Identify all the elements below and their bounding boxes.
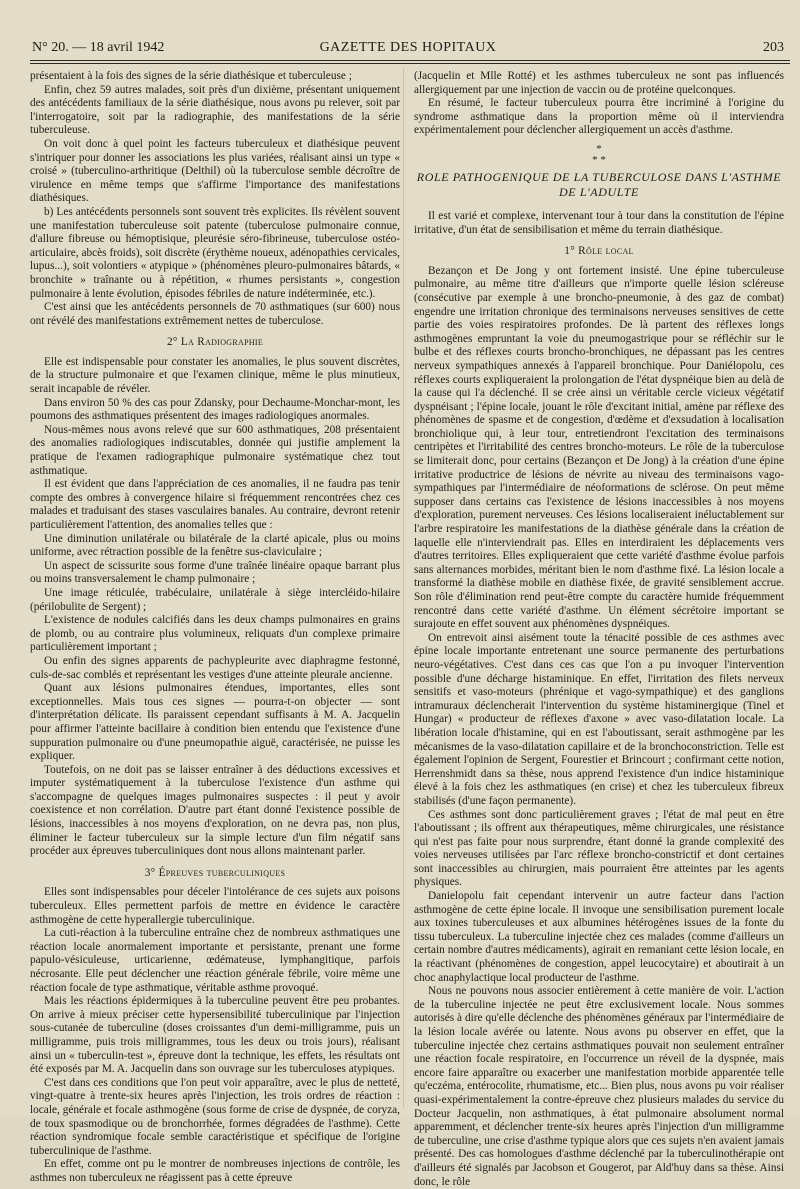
paragraph: Une diminution unilatérale ou bilatérale de la clarté apicale, plus ou moins uniforme, avec rétraction possible de la fenêtre sus-claviculaire ;	[30, 532, 400, 559]
paragraph: Ou enfin des signes apparents de pachypleurite avec diaphragme festonné, culs-de-sac comblés et représentant les vestiges d'une atteinte pleurale ancienne.	[30, 654, 400, 681]
paragraph: présentaient à la fois des signes de la série diathésique et tuberculeuse ;	[30, 70, 352, 82]
paragraph: b) Les antécédents personnels sont souvent très explicites. Ils révèlent souvent une manifestation tuberculeuse soit patente (tuberculose pulmonaire connue, d'allure fibreuse ou hémoptisique, pleurésie séro-fibrineuse, tuberculose ostéo-articulaire, abcès froids), soit discrète (érythème noueux, adénopathies cervicales, lupus...), soit volontiers « atypique » (phénomènes pleuro-pulmonaires bâtards, « bronchite » traînante ou à répétition, « rhumes persistants », congestion pulmonaire à lente évolution, épisodes fébriles de nature indéterminée, etc.).	[30, 205, 400, 300]
section-heading-role-local: 1° Rôle local	[564, 245, 634, 258]
paragraph: Bezançon et De Jong y ont fortement insisté. Une épine tuberculeuse pulmonaire, au même titre d'ailleurs que n'importe quelle lésion scléreuse (consécutive par exemple à une broncho-pneumonie, à des gaz de combat) engendre une irritation chronique des terminaisons nerveuses sensitives de cette partie des voies respiratoires profondes. De là partent des réflexes longs asthmogènes empruntant la voie du pneumogastrique pour se réfléchir sur le bulbe et des réflexes courts broncho-bronchiques, ne dépassant pas les centres nerveux sympathiques annexés à l'appareil bronchique. Pour Daniélopolu, ces réflexes courts expliqueraient la prolongation de l'état dyspnéique bien au delà de la cause qui l'a déclenché. Il se crée ainsi un véritable cercle vicieux végétatif dyspnéisant ; l'épine locale, jouant le rôle d'excitant initial, amène par réflexe des phénomènes de spasme et de congestion, d'œdème et d'exsudation à localisation bronchiolique qui, à leur tour, entretiendront l'excitation des terminaisons centripètes et l'irritabilité des centres broncho-moteurs. Le rôle de la tuberculose se limiterait donc, pour certains (Bezançon et De Jong) à la création d'une épine irritative productrice de lésions de névrite au niveau des terminaisons vago-sympathiques par l'intermédiaire de néoformations de sclérose. On peut même supposer dans certains cas l'existence de lésions inaccessibles à nos moyens d'exploration, purement nerveuses. Ces lésions localiseraient inéluctablement sur l'arbre respiratoire les manifestations de la diathèse générale dans la création de laquelle elle n'interviendrait pas. Elles en interdiraient les déplacements vers d'autres territoires. Elles expliqueraient que cette variété d'asthme évolue parfois sans alternances morbides, méritant bien le nom d'asthme fixé. La lésion locale a transformé la diathèse mobile en diathèse fixée, de gravité sensiblement accrue. Son rôle d'élimination rend peut-être compte du caractère humide fréquemment rencontré dans cette variété d'asthme. Un élément sécrétoire important se surajoute en effet souvent aux phénomènes dyspnéiques.	[414, 264, 784, 631]
header-rule	[30, 60, 790, 61]
paragraph: Il est varié et complexe, intervenant tour à tour dans la constitution de l'épine irritative, d'un état de sensibilisation et même du terrain diathésique.	[414, 209, 784, 236]
paragraph: Danielopolu fait cependant intervenir un autre facteur dans l'action asthmogène de cette épine locale. Il invoque une sensibilisation purement locale aux toxines tuberculeuses et aux albumines hétérogènes issues de la fonte du tissu tuberculeux. La tuberculine injectée chez ces malades (comme d'ailleurs un certain nombre d'autres médicaments), agirait en remaniant cette lésion locale, en la réactivant (phénomènes de congestion, appel leucocytaire) et aboutirait à un choc anaphylactique local producteur de l'asthme.	[414, 890, 784, 984]
left-column	[30, 70, 400, 1184]
right-column	[414, 70, 784, 1188]
article-title: ROLE PATHOGENIQUE DE LA TUBERCULOSE DANS L'ASTHME DE L'ADULTE	[416, 169, 782, 199]
paragraph: Elles sont indispensables pour déceler l'intolérance de ces sujets aux poisons tuberculeux. Elles permettent parfois de mettre en évidence le caractère asthmogène de cette hyperallergie tuberculinique.	[30, 886, 400, 926]
issue-number: N° 20. — 18 avril 1942	[32, 40, 165, 55]
page-header	[28, 40, 788, 60]
header-rule-double	[30, 63, 790, 64]
paragraph: Ces asthmes sont donc particulièrement graves ; l'état de mal peut en être l'aboutissant ; ils offrent aux thérapeutiques, même chirurgicales, une résistance qui n'est pas faite pour nous surprendre, étant donné la grande complexité des voies nerveuses utilisées par l'arc réflexe broncho-constrictif et dont certaines sont inaccessibles au chirurgien, mais pourraient être atteintes par les agents physiques.	[414, 808, 784, 889]
paragraph: Nous-mêmes nous avons relevé que sur 600 asthmatiques, 208 présentaient des anomalies radiologiques indiscutables, donnée qui justifie amplement la pratique de l'examen radiographique pulmonaire systématique chez tout asthmatique.	[30, 423, 400, 477]
journal-title: GAZETTE DES HOPITAUX	[319, 40, 497, 55]
paragraph: C'est ainsi que les antécédents personnels de 70 asthmatiques (sur 600) nous ont révélé des manifestations extrêmement nettes de tuberculose.	[30, 301, 400, 327]
section-heading-epreuves: 3° Épreuves tuberculiniques	[144, 866, 286, 879]
paragraph: Enfin, chez 59 autres malades, soit près d'un dixième, présentant uniquement des antécédents familiaux de la série diathésique, nous avons pu relever, soit par l'interrogatoire, soit par la radiographie, des manifestations de la série tuberculeuse.	[30, 83, 400, 137]
paragraph: C'est dans ces conditions que l'on peut voir apparaître, avec le plus de netteté, vingt-quatre à trente-six heures après l'injection, les trois ordres de réaction : locale, générale et focale asthmogène (sous forme de crise de dyspnée, de coryza, de toux spasmodique ou de bronchorrhée, formes dégradées de l'asthme). Cette réaction syndromique focale semble caractéristique et spécifique de l'origine tuberculinique de l'asthme.	[30, 1076, 400, 1157]
paragraph: Quant aux lésions pulmonaires étendues, importantes, elles sont exceptionnelles. Mais tous ces signes — pourra-t-on objecter — sont d'interprétation délicate. Ils paraissent cependant suffisants à M. A. Jacquelin pour affirmer l'atteinte bacillaire à condition bien entendu que l'existence d'une suppuration pulmonaire ou d'une pneumopathie aiguë, caractérisée, ne puisse les expliquer.	[30, 682, 400, 763]
paragraph: L'existence de nodules calcifiés dans les deux champs pulmonaires en grains de plomb, ou au contraire plus volumineux, reliquats d'un complexe primaire particulièrement important ;	[30, 614, 400, 654]
paragraph: Une image réticulée, trabéculaire, unilatérale à siège intercléido-hilaire (périlobulite de Sergent) ;	[30, 586, 400, 613]
paragraph: La cuti-réaction à la tuberculine entraîne chez de nombreux asthmatiques une réaction locale anormalement importante et persistante, prenant une forme papulo-vésiculeuse, urticarienne, œdémateuse, lymphangitique, parfois nécrosante. Elle peut déclencher une réaction générale fébrile, voire même une réaction focale de type asthmatique, véritable asthme provoqué.	[30, 927, 400, 994]
paragraph: En effet, comme ont pu le montrer de nombreuses injections de contrôle, les asthmes non tuberculeux ne réagissent pas à cette épreuve	[30, 1158, 400, 1184]
paragraph: Mais les réactions épidermiques à la tuberculine peuvent être peu probantes. On arrive à mieux préciser cette hypersensibilité tuberculinique par l'injection sous-cutanée de tuberculine (doses croissantes d'un demi-milligramme, puis un milligramme, puis trois milligrammes, tous les deux ou trois jours), réalisant ainsi un « tuberculin-test », épreuve dont la technique, les effets, les résultats ont été exposés par M. A. Jacquelin dans son ouvrage sur les tuberculoses atypiques.	[30, 995, 400, 1076]
paragraph: Un aspect de scissurite sous forme d'une traînée linéaire opaque barrant plus ou moins transversalement le champ pulmonaire ;	[30, 559, 400, 586]
paragraph: Dans environ 50 % des cas pour Zdansky, pour Dechaume-Monchar-mont, les poumons des asthmatiques présentent des images radiologiques anormales.	[30, 396, 400, 423]
paragraph: En résumé, le facteur tuberculeux pourra être incriminé à l'origine du syndrome asthmatique dans la proportion même où il interviendra expérimentalement pour déclencher allergiquement un accès d'asthme.	[414, 97, 784, 137]
section-separator-stars: * * *	[592, 142, 606, 166]
page-number: 203	[763, 40, 784, 55]
paragraph: On entrevoit ainsi aisément toute la ténacité possible de ces asthmes avec épine locale importante entretenant une source permanente des perturbations neuro-végétatives. C'est dans ces cas que l'on a pu invoquer l'intervention possible d'une décharge histaminique. En effet, l'irritation des filets nerveux sensitifs et vaso-moteurs (phrénique et vago-sympathique) et des ganglions intramuraux déclencherait l'intervention du système histaminergique (Tinel et Hungar) « producteur de réflexes d'axone » avec vaso-dilatation locale. La libération locale d'histamine, qui en est l'aboutissant, serait asthmogène par les mécanismes de la vaso-dilatation capillaire et de la bronchoconstriction. Telle est également l'opinion de Sergent, Fourestier et Brincourt ; confirmant cette notion, Herrenshmidt dans sa thèse, nous apprend l'existence d'un indice histaminique élevé à la fois chez les asthmatiques (en crise) et chez les tuberculeux fibreux stabilisés (d'une façon permanente).	[414, 631, 784, 807]
paragraph: (Jacquelin et Mlle Rotté) et les asthmes tuberculeux ne sont pas influencés allergiquement par une injection de vaccin ou de protéine quelconques.	[414, 70, 784, 96]
paragraph: Il est évident que dans l'appréciation de ces anomalies, il ne faudra pas tenir compte des ombres à convergence hilaire si fréquemment rencontrées chez ces malades et traduisant des stases vasculaires banales. Au contraire, devront retenir particulièrement l'attention, des anomalies telles que :	[30, 478, 400, 531]
column-divider	[403, 68, 404, 1108]
paragraph: On voit donc à quel point les facteurs tuberculeux et diathésique peuvent s'intriquer pour donner les associations les plus variées, réalisant ainsi un type « croisé » (tuberculino-arthritique (Delthil) où la tuberculose semble décroître de virulence en même temps que s'affirme l'importance des manifestations diathésiques.	[30, 137, 400, 205]
section-heading-radiographie: 2° La Radiographie	[166, 336, 264, 349]
paragraph: Elle est indispensable pour constater les anomalies, le plus souvent discrètes, de la structure pulmonaire et que l'examen clinique, même le plus minutieux, serait incapable de révéler.	[30, 355, 400, 396]
paragraph: Toutefois, on ne doit pas se laisser entraîner à des déductions excessives et imputer systématiquement à la tuberculose l'existence d'un asthme qui s'accompagne de quelques images pulmonaires suspectes : il peut y avoir coexistence et non corrélation. D'autre part étant donné l'existence possible de lésions, inaccessibles à nos moyens d'exploration, on ne devra pas, non plus, éliminer le facteur tuberculeux sur la simple lecture d'un film négatif sans procéder aux épreuves tuberculiniques dont nous allons maintenant parler.	[30, 763, 400, 858]
paragraph: Nous ne pouvons nous associer entièrement à cette manière de voir. L'action de la tuberculine injectée ne peut être exclusivement locale. Nous sommes autorisés à dire qu'elle déclenche des phénomènes généraux par l'intermédiaire de la lésion locale avérée ou latente. Nous avons pu observer en effet, que la tuberculine injectée chez certains asthmatiques pouvait non seulement entraîner une réaction focale respiratoire, en l'occurrence un réveil de la dyspnée, mais encore faire apparaître ou exacerber une manifestation morbide apparentée telle qu'eczéma, entérocolite, rhumatisme, etc... Bien plus, nous avons pu voir réaliser quasi-expérimentalement la contre-épreuve chez plusieurs malades du service du Docteur Jacquelin, non asthmatiques, à état pulmonaire absolument normal apparemment, et déclencher trente-six heures après l'injection d'un milligramme de tuberculine, une crise d'asthme typique alors que ces sujets n'en avaient jamais présenté. Des cas homologues d'asthme déclenché par la tuberculinothérapie ont d'ailleurs été signalés par Jacobson et Gougerot, par Ald'huy dans sa thèse. Ainsi donc, le rôle	[414, 985, 784, 1188]
